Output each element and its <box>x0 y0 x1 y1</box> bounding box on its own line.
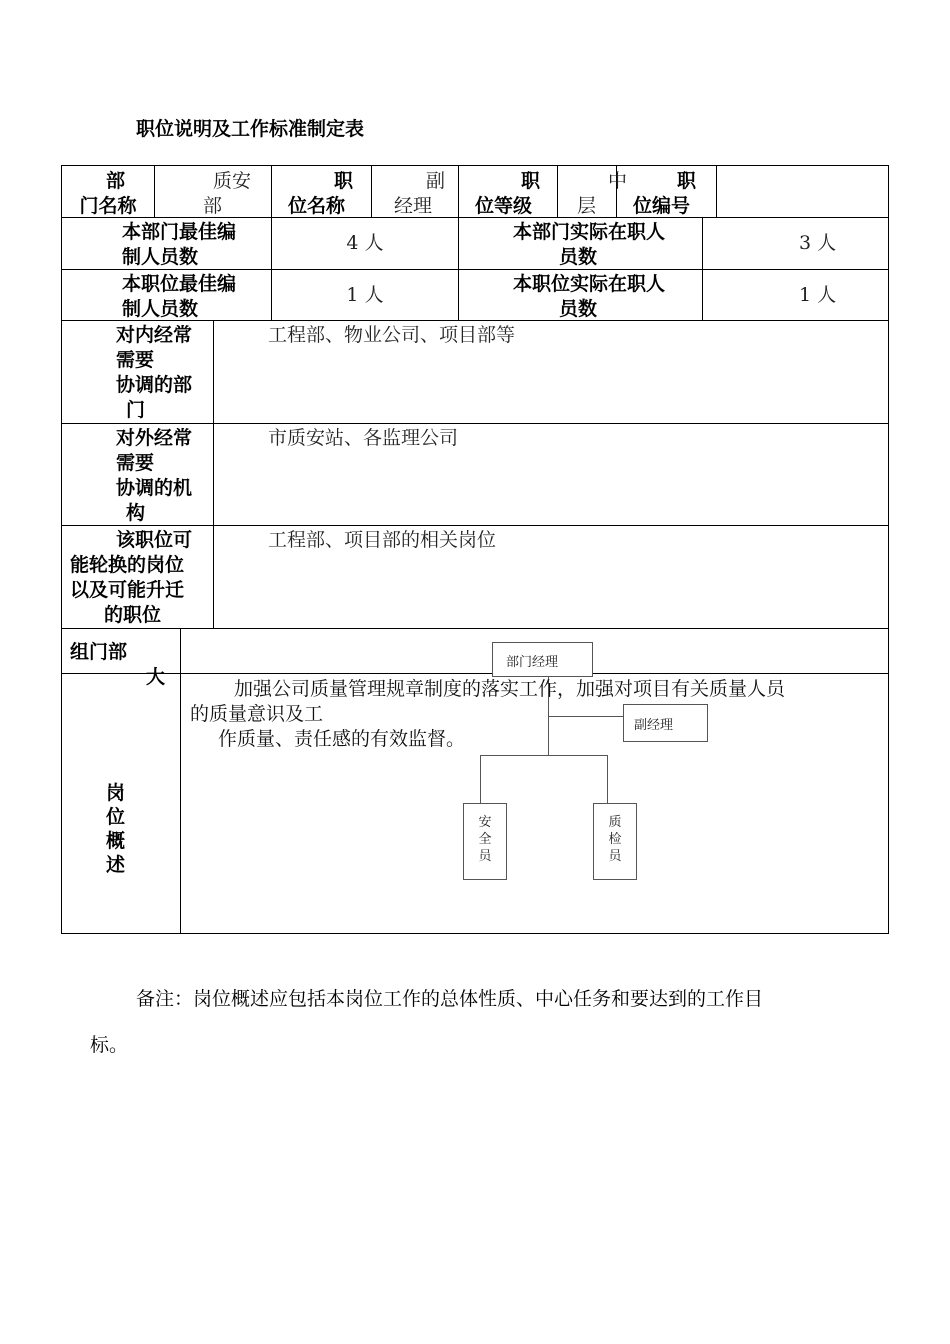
page-title: 职位说明及工作标准制定表 <box>136 118 365 140</box>
overview-label: 岗 位 概 述 <box>106 782 126 876</box>
position-name-label: 职 位名称 <box>288 170 354 217</box>
org-node-deputy: 副经理 <box>623 704 708 742</box>
position-actual-staff-label: 本职位实际在职人 员数 <box>513 273 666 320</box>
external-coordination-value: 市质安站、各监理公司 <box>268 427 459 449</box>
rotation-label: 该职位可 能轮换的岗位 以及可能升迁 的职位 <box>70 529 193 626</box>
org-node-quality: 质 检 员 <box>593 803 637 880</box>
dept-name-label: 部 门名称 <box>79 170 137 217</box>
position-best-staff-label: 本职位最佳编 制人员数 <box>122 273 237 320</box>
rotation-value: 工程部、项目部的相关岗位 <box>268 529 497 551</box>
dept-actual-staff-value: 3 人 <box>799 232 837 254</box>
overview-text: 加强公司质量管理规章制度的落实工作，加强对项目有关质量人员 的质量意识及工 作质量、责任感的有效监督。 <box>190 678 786 750</box>
position-actual-staff-value: 1 人 <box>799 284 837 306</box>
dept-best-staff-label: 本部门最佳编 制人员数 <box>122 221 237 268</box>
external-coordination-label: 对外经常 需要 协调的机 构 <box>116 427 193 524</box>
dept-name-value: 质安 部 <box>203 170 252 217</box>
position-best-staff-value: 1 人 <box>346 284 384 306</box>
internal-coordination-value: 工程部、物业公司、项目部等 <box>268 324 516 346</box>
dept-best-staff-value: 4 人 <box>346 232 384 254</box>
internal-coordination-label: 对内经常 需要 协调的部 门 <box>116 324 193 421</box>
position-name-value: 副 经理 <box>394 170 446 217</box>
org-node-manager: 部门经理 <box>492 642 593 677</box>
org-node-safety: 安 全 员 <box>463 803 507 880</box>
position-code-label: 职 位编号 <box>633 170 697 217</box>
position-grade-value: 中 层 <box>577 170 628 217</box>
position-grade-label: 职 位等级 <box>475 170 541 217</box>
dept-actual-staff-label: 本部门实际在职人 员数 <box>513 221 666 268</box>
footnote: 备注：岗位概述应包括本岗位工作的总体性质、中心任务和要达到的工作目 标。 <box>90 988 764 1056</box>
org-chart-label: 组门部 大 <box>70 641 166 688</box>
